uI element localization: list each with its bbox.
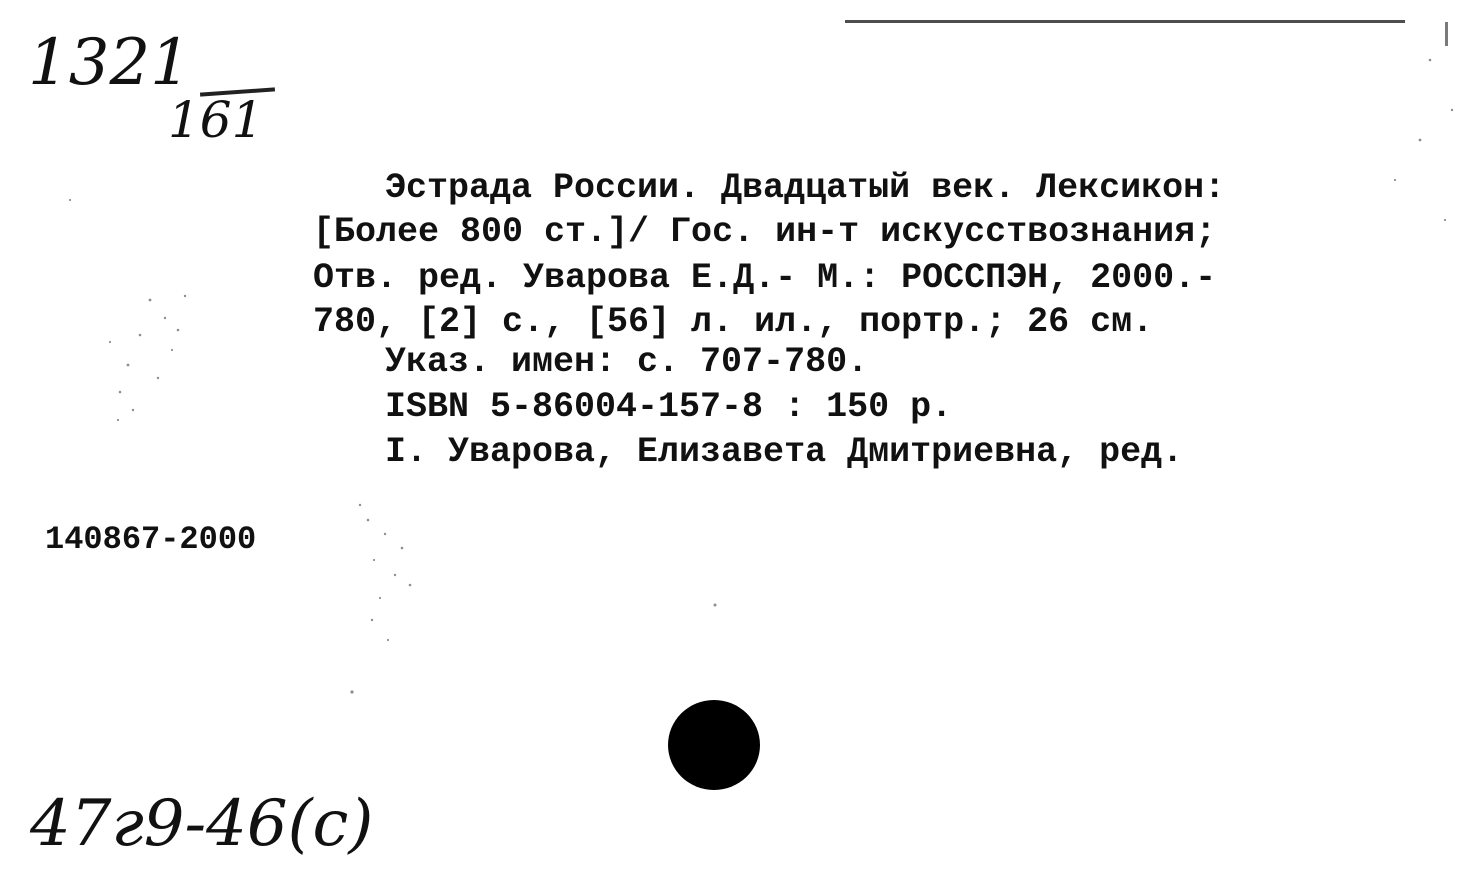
added-entry-line: I. Уварова, Елизавета Дмитриевна, ред. xyxy=(385,432,1184,472)
handwritten-shelfmark: 1321 xyxy=(28,26,191,100)
index-note-line: Указ. имен: с. 707-780. xyxy=(385,342,869,382)
handwritten-code: 47г9-46(с) xyxy=(30,787,374,861)
statement-of-responsibility-line: [Более 800 ст.]/ Гос. ин-т искусствознания; xyxy=(313,212,1217,252)
physical-description-line: 780, [2] с., [56] л. ил., портр.; 26 см. xyxy=(313,302,1154,342)
handwritten-shelfmark-fraction: 161 xyxy=(168,91,264,149)
card-punch-hole xyxy=(668,700,760,790)
editor-imprint-line: Отв. ред. Уварова Е.Д.- М.: РОССПЭН, 2000.- xyxy=(313,258,1217,298)
registration-number: 140867-2000 xyxy=(45,521,257,558)
isbn-line: ISBN 5-86004-157-8 : 150 р. xyxy=(385,387,953,427)
title-line: Эстрада России. Двадцатый век. Лексикон: xyxy=(385,168,1226,208)
